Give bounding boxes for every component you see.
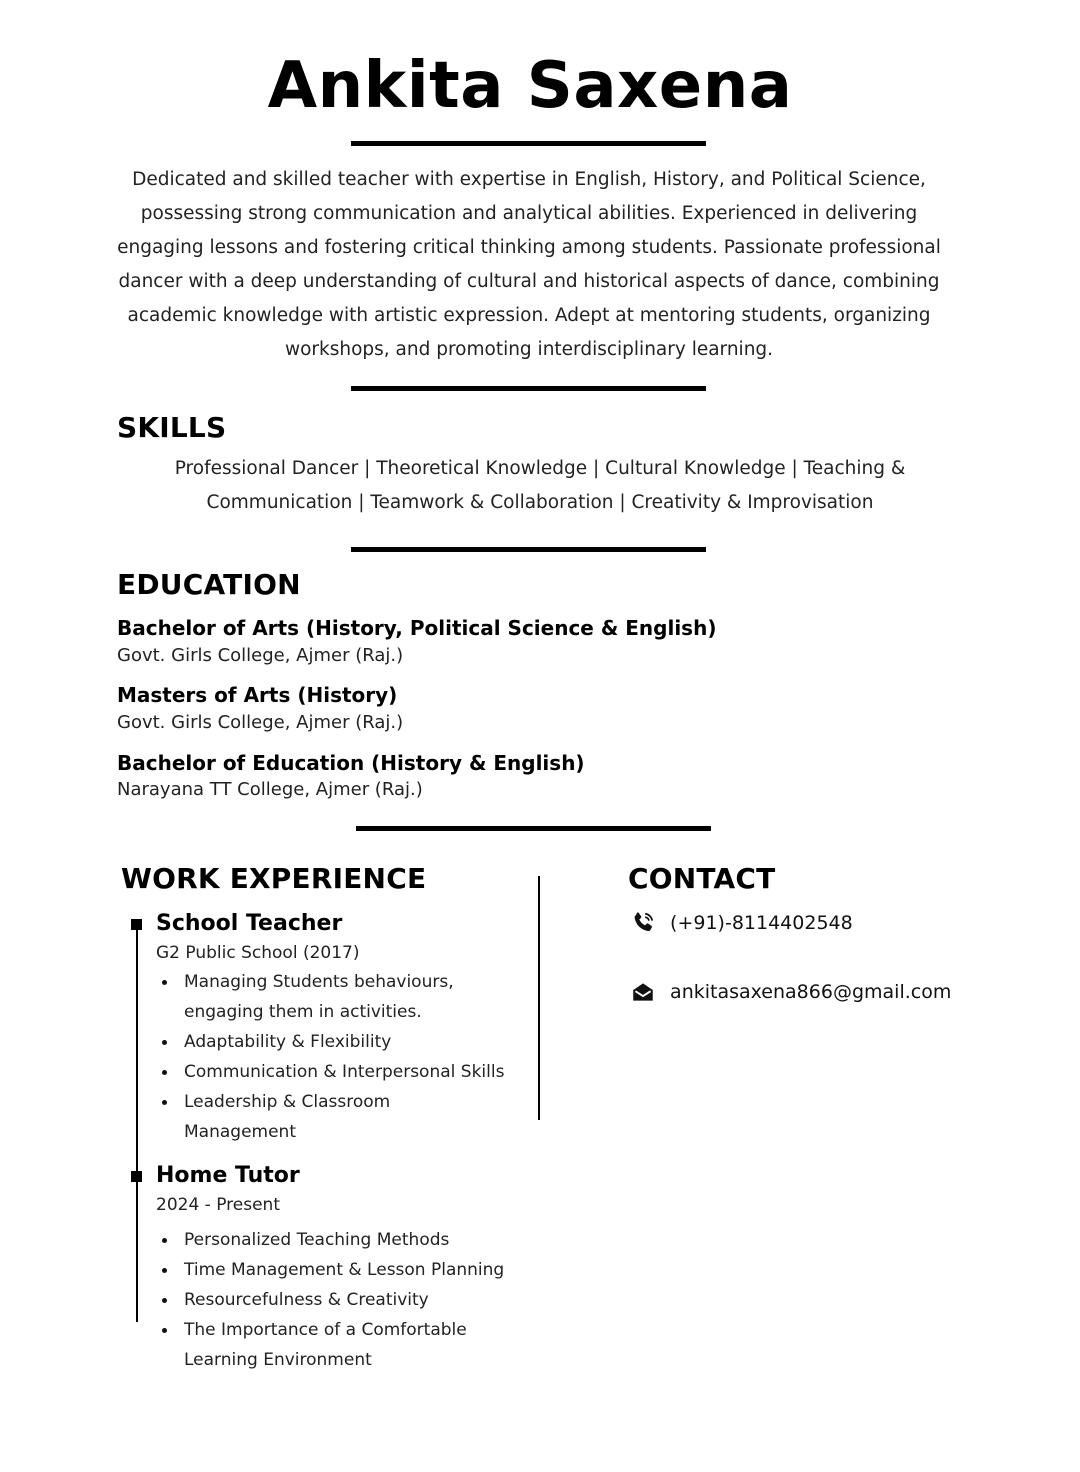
bullet-icon — [162, 1268, 167, 1273]
bullet-icon — [162, 1100, 167, 1105]
divider — [356, 826, 711, 831]
job-employer: G2 Public School (2017) — [156, 943, 360, 963]
email-address[interactable]: ankitasaxena866@gmail.com — [670, 980, 952, 1003]
phone-icon — [630, 910, 656, 936]
contact-email[interactable] — [630, 977, 951, 1006]
timeline-marker — [131, 1171, 142, 1182]
list-item: Personalized Teaching Methods — [156, 1225, 516, 1255]
education-school: Govt. Girls College, Ajmer (Raj.) — [117, 712, 404, 733]
candidate-name: Ankita Saxena — [267, 49, 793, 123]
education-heading: EDUCATION — [117, 568, 301, 601]
profile-summary: Dedicated and skilled teacher with expertise in English, History, and Political Science, possessing strong communication and analytical abilities. Experienced in delivering engaging lessons and fostering critical thinking among students. Passionate professional dancer with a deep understanding of cultural and historical aspects of dance, combining academic knowledge with artistic expression. Adept at mentoring students, organizing workshops, and promoting interdisciplinary learning. — [117, 169, 941, 360]
skills-heading: SKILLS — [117, 411, 227, 444]
timeline-marker — [131, 919, 142, 930]
bullet-icon — [162, 1040, 167, 1045]
job-title: School Teacher — [156, 911, 343, 936]
work-experience-heading: WORK EXPERIENCE — [121, 862, 427, 895]
contact-heading: CONTACT — [628, 862, 776, 895]
timeline-line — [136, 920, 138, 1322]
list-item: Managing Students behaviours, engaging them in activities. — [156, 967, 516, 1027]
skills-list: Professional Dancer | Theoretical Knowledge | Cultural Knowledge | Teaching & Communication | Teamwork & Collaboration | Creativity & Improvisation — [174, 458, 906, 513]
education-degree: Bachelor of Education (History & English) — [117, 751, 585, 775]
education-school: Govt. Girls College, Ajmer (Raj.) — [117, 645, 404, 666]
job-duties-list — [156, 967, 516, 1147]
contact-phone[interactable] — [630, 908, 853, 937]
education-school: Narayana TT College, Ajmer (Raj.) — [117, 779, 423, 800]
envelope-icon — [630, 979, 656, 1005]
education-degree: Bachelor of Arts (History, Political Science & English) — [117, 616, 717, 640]
bullet-icon — [162, 1298, 167, 1303]
divider — [351, 547, 706, 552]
list-item: Time Management & Lesson Planning — [156, 1255, 516, 1285]
column-divider — [538, 876, 540, 1120]
education-degree: Masters of Arts (History) — [117, 683, 398, 707]
bullet-icon — [162, 980, 167, 985]
bullet-icon — [162, 1238, 167, 1243]
phone-number[interactable]: (+91)-8114402548 — [670, 911, 853, 934]
list-item: Resourcefulness & Creativity — [156, 1285, 516, 1315]
job-duties-list — [156, 1225, 516, 1375]
divider — [351, 141, 706, 146]
bullet-icon — [162, 1328, 167, 1333]
divider — [351, 386, 706, 391]
bullet-icon — [162, 1070, 167, 1075]
job-title: Home Tutor — [156, 1163, 300, 1188]
job-period: 2024 - Present — [156, 1195, 280, 1215]
list-item: Adaptability & Flexibility — [156, 1027, 516, 1057]
list-item: The Importance of a Comfortable Learning Environment — [156, 1315, 484, 1375]
list-item: Communication & Interpersonal Skills — [156, 1057, 516, 1087]
list-item: Leadership & Classroom Management — [156, 1087, 414, 1147]
